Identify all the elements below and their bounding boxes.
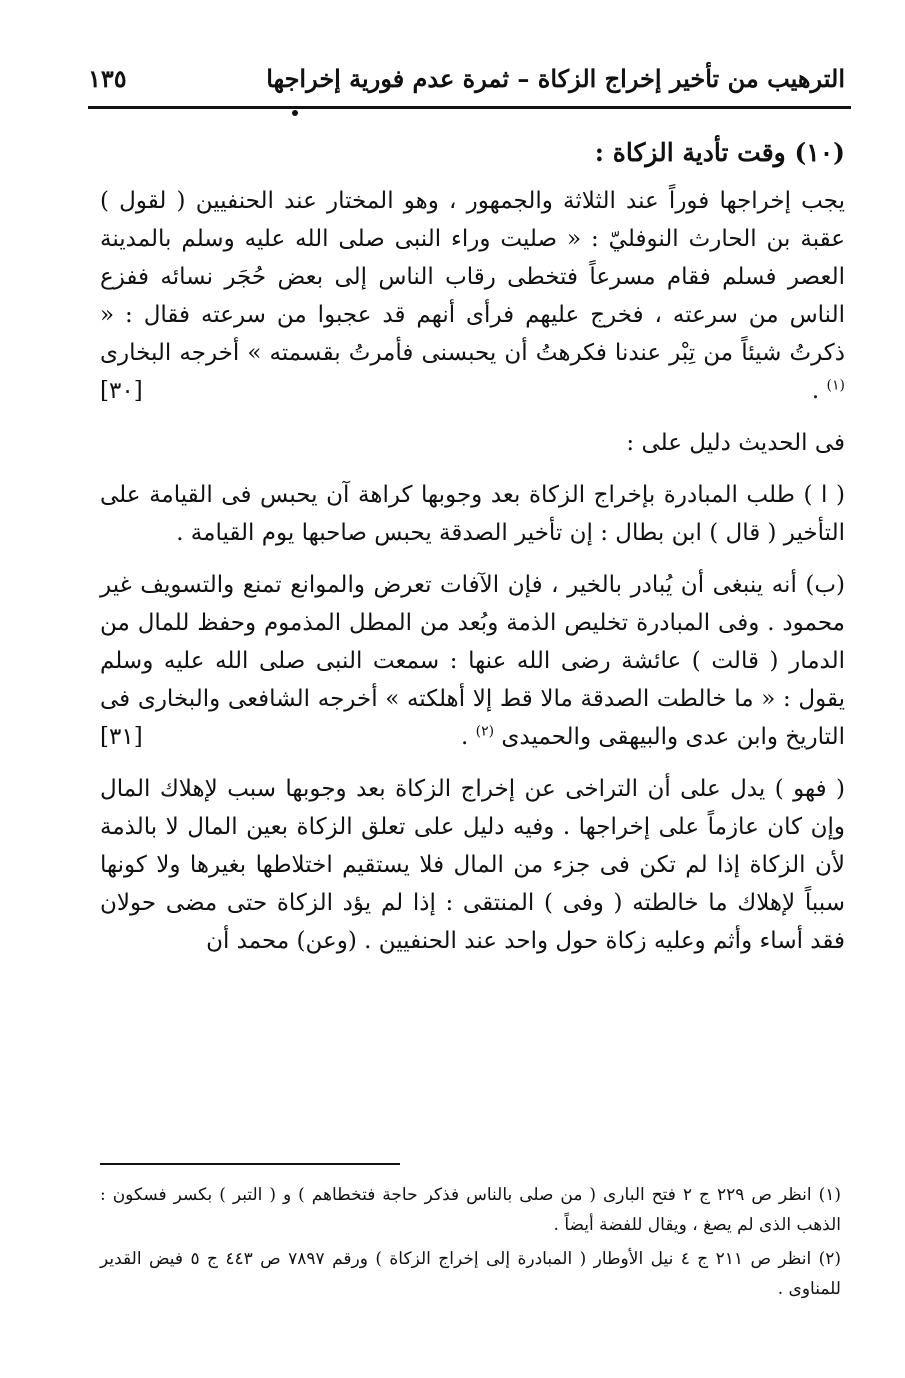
footnote-rule: [100, 1163, 400, 1165]
hadith-number-31: [٣١]: [100, 724, 143, 750]
main-text: [100, 134, 845, 974]
paragraph-2: فى الحديث دليل على :: [626, 430, 845, 456]
footnote-ref-2: (٢): [475, 723, 495, 740]
footnote-ref-1: (١): [826, 377, 845, 394]
paragraph-1-end: .: [811, 378, 820, 404]
header-rule: [88, 106, 851, 109]
paragraph-1-text: يجب إخراجها فوراً عند الثلاثة والجمهور ، وهو المختار عند الحنفيين ( لقول ) عقبة بن الحارث النوفليّ : « صليت وراء النبى صلى الله عليه وسلم بالمدينة العصر فسلم فقام مسرعاً فتخطى رقاب الناس إلى بعض حُجَر نسائه ففزع الناس من سرعته ، فخرج عليهم فرأى أنهم قد عجبوا من سرعته فقال : « ذكرتُ شيئاً من تِبْر عندنا فكرهتُ أن يحبسنى فأمرتُ بقسمته » أخرجه البخارى: [100, 188, 845, 366]
hadith-number-30: [٣٠]: [100, 378, 143, 404]
footnote-1: (١) انظر ص ٢٢٩ ج ٢ فتح البارى ( من صلى بالناس فذكر حاجة فتخطاهم ) و ( التبر ) بكسر فسكون : الذهب الذى لم يصغ ، ويقال للفضة أيضاً .: [100, 1185, 842, 1235]
paragraph-3: ( ا ) طلب المبادرة بإخراج الزكاة بعد وجوبها كراهة آن يحبس فى القيامة على التأخير ( قال ) ابن بطال : إن تأخير الصدقة يحبس صاحبها يوم القيامة .: [100, 482, 845, 546]
section-heading: (١٠) وقت تأدية الزكاة :: [594, 138, 845, 167]
paragraph-1: [100, 182, 845, 410]
footnotes: [100, 1180, 841, 1308]
footnote-2: (٢) انظر ص ٢١١ ج ٤ نيل الأوطار ( المبادرة إلى إخراج الزكاة ) ورقم ٧٨٩٧ ص ٤٤٣ ج ٥ فيض القدير للمناوى .: [100, 1249, 842, 1299]
running-header: [88, 58, 845, 98]
paragraph-5: ( فهو ) يدل على أن التراخى عن إخراج الزكاة بعد وجوبها سبب لإهلاك المال وإن كان عازماً على إخراجها . وفيه دليل على تعلق الزكاة بعين المال لا بالذمة لأن الزكاة إذا لم تكن فى جزء من المال فلا يستقيم اختلاطها بغيرها ولا كونها سبباً لإهلاك ما خالطته ( وفى ) المنتقى : إذا لم يؤد الزكاة حتى مضى حولان فقد أساء وأثم وعليه زكاة حول واحد عند الحنفيين . (وعن) محمد أن: [100, 776, 845, 954]
page-number: ١٣٥: [88, 63, 127, 93]
paragraph-4-text: (ب) أنه ينبغى أن يُبادر بالخير ، فإن الآفات تعرض والموانع تمنع والتسويف غير محمود . وفى المبادرة تخليص الذمة وبُعد من المطل المذموم وحفظ للمال من الدمار ( قالت ) عائشة رضى الله عنها : سمعت النبى صلى الله عليه وسلم يقول : « ما خالطت الصدقة مالا قط إلا أهلكته » أخرجه الشافعى والبخارى فى التاريخ وابن عدى والبيهقى والحميدى: [100, 572, 845, 750]
paragraph-4-end: .: [460, 724, 469, 750]
paragraph-4: [100, 566, 845, 756]
header-title: الترهيب من تأخير إخراج الزكاة – ثمرة عدم فورية إخراجها: [266, 63, 845, 93]
ink-dot: [292, 110, 298, 116]
